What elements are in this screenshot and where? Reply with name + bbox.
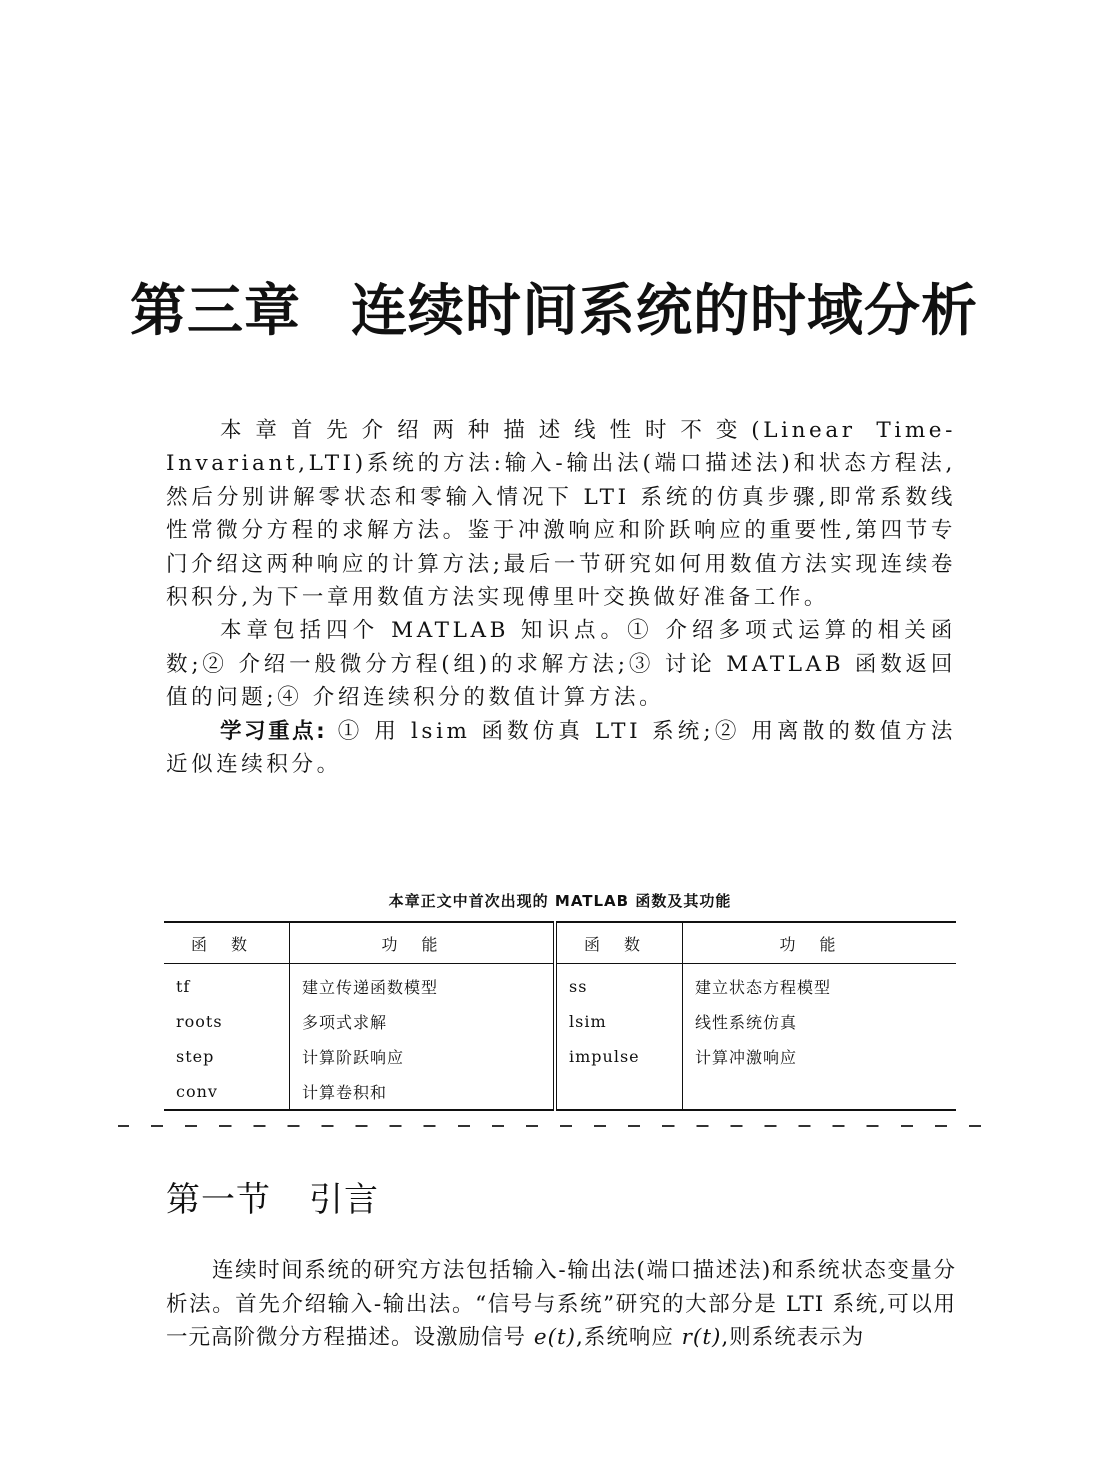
table-row xyxy=(164,1004,956,1039)
section-text-b: ,系统响应 xyxy=(575,1325,682,1350)
section-text-c: ,则系统表示为 xyxy=(721,1325,865,1350)
function-name: step xyxy=(164,1039,290,1074)
function-description: 计算阶跃响应 xyxy=(290,1039,556,1074)
table-header-row xyxy=(164,922,956,964)
key-points-text: ① 用 lsim 函数仿真 LTI 系统;② 用离散的数值方法近似连续积分。 xyxy=(166,718,956,778)
function-name: conv xyxy=(164,1074,290,1110)
section-body xyxy=(166,1254,956,1355)
function-name: lsim xyxy=(555,1004,683,1039)
function-name: tf xyxy=(164,964,290,1005)
function-description: 计算卷积和 xyxy=(290,1074,556,1110)
excitation-variable: e(t) xyxy=(533,1325,576,1350)
dashed-divider xyxy=(118,1125,998,1127)
section-text-a: 连续时间系统的研究方法包括输入-输出法(端口描述法)和系统状态变量分析法。首先介绍输入-输出法。“信号与系统”研究的大部分是 LTI 系统,可以用一元高阶微分方程描述。设激励信号 xyxy=(166,1258,956,1350)
chapter-number: 第三章 xyxy=(130,279,301,344)
function-table xyxy=(164,921,956,1111)
function-name: roots xyxy=(164,1004,290,1039)
intro-paragraph-1: 本章首先介绍两种描述线性时不变(Linear Time-Invariant,LTI)系统的方法:输入-输出法(端口描述法)和状态方程法,然后分别讲解零状态和零输入情况下 LTI 系统的仿真步骤,即常系数线性常微分方程的求解方法。鉴于冲激响应和阶跃响应的重要性,第四节专门介绍这两种响应的计算方法;最后一节研究如何用数值方法实现连续卷积积分,为下一章用数值方法实现傅里叶交换做好准备工作。 xyxy=(166,418,956,611)
function-description: 计算冲激响应 xyxy=(695,1048,798,1067)
intro-paragraph-3 xyxy=(166,715,956,782)
chapter-intro xyxy=(166,414,956,781)
function-name: impulse xyxy=(555,1039,683,1074)
table-row xyxy=(164,964,956,1005)
section-name: 引言 xyxy=(309,1180,379,1220)
function-description: 多项式求解 xyxy=(290,1004,556,1039)
function-description xyxy=(683,1074,957,1110)
function-name: ss xyxy=(555,964,683,1005)
header-feature-1: 功能 xyxy=(290,922,556,964)
section-number: 第一节 xyxy=(166,1180,271,1220)
table-row xyxy=(164,1039,956,1074)
chapter-name: 连续时间系统的时域分析 xyxy=(351,279,978,344)
chapter-title xyxy=(0,272,1108,352)
response-variable: r(t) xyxy=(681,1325,722,1350)
key-points-label: 学习重点: xyxy=(220,718,327,744)
header-function-1: 函数 xyxy=(164,922,290,964)
function-name xyxy=(555,1074,683,1110)
section-paragraph xyxy=(166,1254,956,1355)
section-title xyxy=(166,1175,379,1225)
function-description: 建立传递函数模型 xyxy=(290,964,556,1005)
function-description: 建立状态方程模型 xyxy=(695,978,832,997)
table-row xyxy=(164,1074,956,1110)
function-description: 线性系统仿真 xyxy=(695,1013,798,1032)
header-feature-2: 功能 xyxy=(683,922,957,964)
table-caption: 本章正文中首次出现的 MATLAB 函数及其功能 xyxy=(388,892,732,910)
header-function-2: 函数 xyxy=(555,922,683,964)
intro-paragraph-2: 本章包括四个 MATLAB 知识点。① 介绍多项式运算的相关函数;② 介绍一般微分方程(组)的求解方法;③ 讨论 MATLAB 函数返回值的问题;④ 介绍连续积分的数值计算方法。 xyxy=(166,618,956,711)
